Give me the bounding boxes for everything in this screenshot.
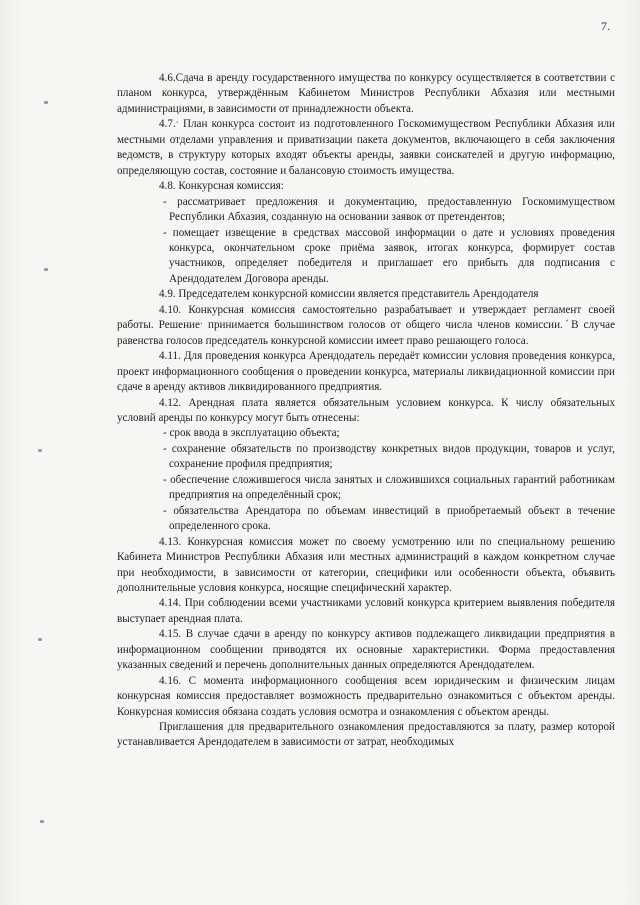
- clause-4-13: 4.13. Конкурсная комиссия может по своему усмотрению или по специальному решению Кабинета Министров Республики Абхазия или местных администраций в каждом конкретном случае при необходимости, в зависимости от категории, специфики или особенности объекта, объявить дополнительные условия конкурса, носящие специфический характер.: [117, 535, 615, 594]
- clause-4-16: 4.16. С момента информационного сообщения всем юридическим и физическим лицам конкурсная комиссия предоставляет возможность предварительно ознакомиться с объектом аренды. Конкурсная комиссия обязана создать условия осмотра и ознакомления с объектом аренды.: [117, 674, 615, 718]
- clause-4-12: 4.12. Арендная плата является обязательным условием конкурса. К числу обязательных условий аренды по конкурсу могут быть отнесены:: [117, 396, 615, 424]
- clause-4-12-item: - срок ввода в эксплуатацию объекта;: [163, 427, 340, 440]
- clause-4-12-item: - обеспечение сложившегося числа занятых и сложившихся социальных гарантий работникам предприятия на определённый срок;: [163, 473, 615, 502]
- clause-4-15: 4.15. В случае сдачи в аренду по конкурсу активов подлежащего ликвидации предприятия в информационном сообщении приводятся их основные характеристики. Форма предоставления указанных сведений и перечень дополнительных данных определяются Арендодателем.: [117, 628, 615, 672]
- invitation-paragraph: Приглашения для предварительного ознакомления предоставляются за плату, размер которой устанавливается Арендодателем в зависимости от затрат, необходимых: [117, 721, 615, 749]
- document-body: [117, 71, 615, 751]
- clause-4-8-item: - рассматривает предложения и документацию, предоставленную Госкомимуществом Республики Абхазия, созданную на основании заявок от претендентов;: [163, 195, 615, 224]
- clause-4-12-item: - сохранение обязательств по производству конкретных видов продукции, товаров и услуг, сохранение профиля предприятия;: [163, 442, 615, 471]
- clause-4-10: 4.10. Конкурсная комиссия самостоятельно разрабатывает и утверждает регламент своей работы. Решениеˑ принимается большинством голосов от общего числа членов комиссии.ˊВ случае равенства голосов председатель конкурсной комиссии имеет право решающего голоса.: [117, 303, 615, 347]
- scan-margin-mark: [44, 101, 48, 104]
- clause-4-7: 4.7.ˑ План конкурса состоит из подготовленного Госкомимуществом Республики Абхазия или местными отделами управления и приватизации пакета документов, включающего в себя заключения ведомств, в структуру которых входят объекты аренды, заявки соискателей и другую информацию, определяющую состав, состояние и балансовую стоимость имущества.: [117, 118, 615, 177]
- clause-4-14: 4.14. При соблюдении всеми участниками условий конкурса критерием выявления победителя выступает арендная плата.: [117, 597, 615, 625]
- clause-4-9: 4.9. Председателем конкурсной комиссии является представитель Арендодателя: [159, 288, 539, 301]
- page-number: 7.: [601, 19, 610, 33]
- clause-4-8-item: - помещает извещение в средствах массовой информации о дате и условиях проведения конкурса, окончательном сроке приёма заявок, итогах конкурса, формирует состав участников, определяет победителя и приглашает его прибыть для подписания с Арендодателем Договора аренды.: [163, 226, 615, 285]
- clause-4-11: 4.11. Для проведения конкурса Арендодатель передаёт комиссии условия проведения конкурса, проект информационного сообщения о проведении конкурса, материалы ликвидационной комиссии при сдаче в аренду активов ликвидированного предприятия.: [117, 350, 615, 394]
- scan-margin-mark: [38, 638, 42, 641]
- scan-margin-mark: [40, 820, 44, 823]
- clause-4-8: 4.8. Конкурсная комиссия:: [159, 180, 284, 193]
- scan-margin-mark: [38, 449, 42, 452]
- clause-4-6: 4.6.Сдача в аренду государственного имущества по конкурсу осуществляется в соответствии с планом конкурса, утверждённым Кабинетом Министров Республики Абхазия или местными администрациями, в зависимости от принадлежности объекта.: [117, 72, 615, 115]
- scan-margin-mark: [44, 268, 48, 271]
- clause-4-12-item: - обязательства Арендатора по объемам инвестиций в приобретаемый объект в течение определенного срока.: [163, 504, 615, 533]
